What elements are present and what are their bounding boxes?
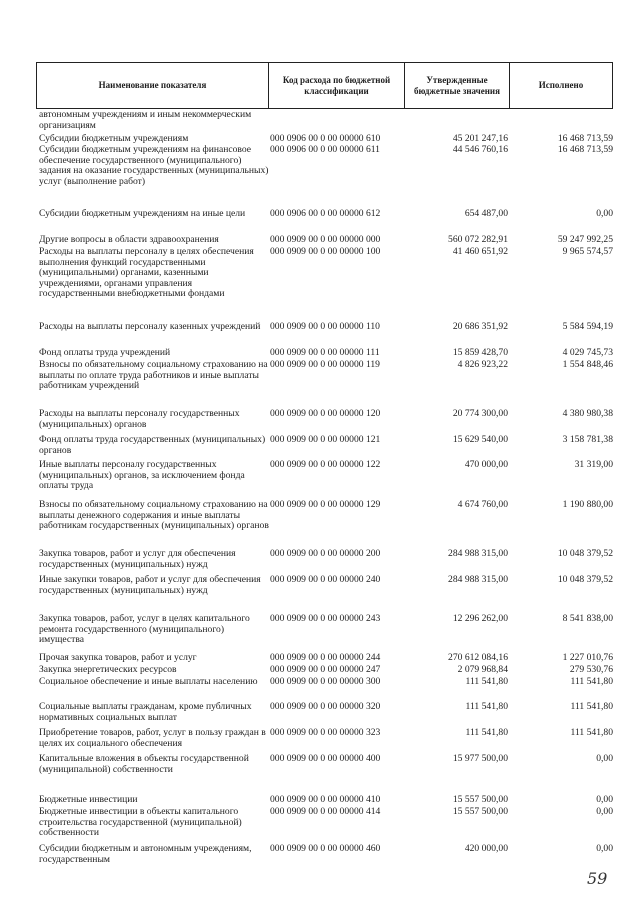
- row-code: 000 0909 00 0 00 00000 129: [270, 499, 381, 510]
- row-name: Расходы на выплаты персоналу государственных (муниципальных) органов: [39, 408, 240, 430]
- row-code: 000 0909 00 0 00 00000 400: [270, 753, 381, 764]
- row-approved-value: 111 541,80: [465, 727, 508, 738]
- row-approved-value: 654 487,00: [464, 208, 508, 219]
- row-executed-value: 10 048 379,52: [557, 548, 613, 559]
- row-name: Социальное обеспечение и иные выплаты населению: [39, 676, 258, 687]
- row-name: Капитальные вложения в объекты государственной (муниципальной) собственности: [39, 753, 249, 775]
- column-header-name: Наименование показателя: [98, 80, 207, 91]
- row-name: Социальные выплаты гражданам, кроме публичных нормативных социальных выплат: [39, 701, 252, 723]
- row-code: 000 0906 00 0 00 00000 611: [270, 144, 380, 155]
- row-code: 000 0906 00 0 00 00000 612: [270, 208, 381, 219]
- row-executed-value: 1 227 010,76: [562, 652, 613, 663]
- row-executed-value: 59 247 992,25: [557, 234, 613, 245]
- row-approved-value: 560 072 282,91: [448, 234, 508, 245]
- row-name: Субсидии бюджетным учреждениям на иные цели: [39, 208, 246, 219]
- row-name: Взносы по обязательному социальному страхованию на выплаты денежного содержания и иные выплаты работникам государственных (муниципальных) органов: [39, 499, 269, 532]
- row-approved-value: 4 674 760,00: [457, 499, 508, 510]
- row-approved-value: 284 988 315,00: [448, 548, 508, 559]
- row-executed-value: 111 541,80: [570, 676, 613, 687]
- row-executed-value: 3 158 781,38: [562, 434, 613, 445]
- row-name: Другие вопросы в области здравоохранения: [39, 234, 219, 245]
- row-approved-value: 15 977 500,00: [452, 753, 508, 764]
- row-executed-value: 8 541 838,00: [562, 613, 613, 624]
- row-executed-value: 111 541,80: [570, 701, 613, 712]
- row-approved-value: 41 460 651,92: [452, 246, 508, 257]
- row-approved-value: 45 201 247,16: [452, 133, 508, 144]
- row-name: Бюджетные инвестиции в объекты капитального строительства государственной (муниципальной) собственности: [39, 806, 242, 839]
- row-executed-value: 279 530,76: [569, 664, 613, 675]
- row-code: 000 0909 00 0 00 00000 320: [270, 701, 381, 712]
- row-name: Расходы на выплаты персоналу казенных учреждений: [39, 321, 261, 332]
- row-executed-value: 0,00: [596, 843, 613, 854]
- row-approved-value: 15 557 500,00: [452, 806, 508, 817]
- row-executed-value: 0,00: [596, 208, 613, 219]
- row-name: Фонд оплаты труда государственных (муниципальных) органов: [39, 434, 266, 456]
- row-approved-value: 12 296 262,00: [452, 613, 508, 624]
- row-code: 000 0909 00 0 00 00000 000: [270, 234, 381, 245]
- row-approved-value: 15 557 500,00: [452, 794, 508, 805]
- row-executed-value: 10 048 379,52: [557, 574, 613, 585]
- row-code: 000 0909 00 0 00 00000 414: [270, 806, 381, 817]
- row-code: 000 0909 00 0 00 00000 300: [270, 676, 381, 687]
- row-code: 000 0909 00 0 00 00000 410: [270, 794, 381, 805]
- row-executed-value: 111 541,80: [570, 727, 613, 738]
- row-approved-value: 20 774 300,00: [452, 408, 508, 419]
- row-name: Субсидии бюджетным и автономным учреждениям, государственным: [39, 843, 252, 865]
- row-name: Закупка товаров, работ и услуг для обеспечения государственных (муниципальных) нужд: [39, 548, 236, 570]
- row-approved-value: 111 541,80: [465, 701, 508, 712]
- row-approved-value: 44 546 760,16: [452, 144, 508, 155]
- row-executed-value: 9 965 574,57: [562, 246, 613, 257]
- column-header-approved: Утвержденные бюджетные значения: [414, 74, 500, 96]
- row-executed-value: 0,00: [596, 794, 613, 805]
- row-code: 000 0909 00 0 00 00000 244: [270, 652, 381, 663]
- row-approved-value: 284 988 315,00: [448, 574, 508, 585]
- row-name: Приобретение товаров, работ, услуг в пользу граждан в целях их социального обеспечения: [39, 727, 266, 749]
- row-approved-value: 4 826 923,22: [457, 359, 508, 370]
- row-executed-value: 1 190 880,00: [562, 499, 613, 510]
- row-code: 000 0909 00 0 00 00000 119: [270, 359, 380, 370]
- row-code: 000 0909 00 0 00 00000 111: [270, 347, 380, 358]
- row-executed-value: 1 554 848,46: [562, 359, 613, 370]
- row-code: 000 0906 00 0 00 00000 610: [270, 133, 381, 144]
- row-name: Прочая закупка товаров, работ и услуг: [39, 652, 197, 663]
- column-header-executed: Исполнено: [538, 80, 584, 91]
- page-number: 59: [587, 869, 608, 888]
- row-executed-value: 5 584 594,19: [562, 321, 613, 332]
- row-name: Субсидии бюджетным учреждениям на финансовое обеспечение государственного (муниципального) задания на оказание государственных (муниципальных) услуг (выполнение работ): [39, 144, 269, 187]
- row-executed-value: 4 380 980,38: [562, 408, 613, 419]
- row-executed-value: 31 319,00: [574, 459, 613, 470]
- row-name: Иные закупки товаров, работ и услуг для обеспечения государственных (муниципальных) нужд: [39, 574, 261, 596]
- row-code: 000 0909 00 0 00 00000 120: [270, 408, 381, 419]
- row-name: Взносы по обязательному социальному страхованию на выплаты по оплате труда работников и иные выплаты работникам учреждений: [39, 359, 268, 392]
- row-executed-value: 16 468 713,59: [557, 133, 613, 144]
- row-name: автономным учреждениям и иным некоммерческим организациям: [39, 109, 252, 131]
- row-approved-value: 470 000,00: [464, 459, 508, 470]
- row-code: 000 0909 00 0 00 00000 122: [270, 459, 381, 470]
- row-code: 000 0909 00 0 00 00000 110: [270, 321, 380, 332]
- row-name: Расходы на выплаты персоналу в целях обеспечения выполнения функций государственными (муниципальными) органами, казенными учреждениями, органами управления государственными внебюджетными фондами: [39, 246, 254, 300]
- row-code: 000 0909 00 0 00 00000 460: [270, 843, 381, 854]
- row-name: Иные выплаты персоналу государственных (муниципальных) органов, за исключением фонда оплаты труда: [39, 459, 245, 492]
- row-executed-value: 0,00: [596, 753, 613, 764]
- row-approved-value: 111 541,80: [465, 676, 508, 687]
- row-approved-value: 15 859 428,70: [452, 347, 508, 358]
- row-code: 000 0909 00 0 00 00000 121: [270, 434, 381, 445]
- column-header-code: Код расхода по бюджетной классификации: [282, 74, 391, 96]
- row-approved-value: 270 612 084,16: [448, 652, 508, 663]
- row-approved-value: 15 629 540,00: [452, 434, 508, 445]
- row-code: 000 0909 00 0 00 00000 200: [270, 548, 381, 559]
- row-executed-value: 16 468 713,59: [557, 144, 613, 155]
- row-approved-value: 2 079 968,84: [457, 664, 508, 675]
- row-code: 000 0909 00 0 00 00000 323: [270, 727, 381, 738]
- row-code: 000 0909 00 0 00 00000 243: [270, 613, 381, 624]
- row-approved-value: 20 686 351,92: [452, 321, 508, 332]
- row-executed-value: 4 029 745,73: [562, 347, 613, 358]
- row-name: Фонд оплаты труда учреждений: [39, 347, 171, 358]
- row-code: 000 0909 00 0 00 00000 100: [270, 246, 381, 257]
- row-code: 000 0909 00 0 00 00000 240: [270, 574, 381, 585]
- row-name: Субсидии бюджетным учреждениям: [39, 133, 189, 144]
- row-approved-value: 420 000,00: [464, 843, 508, 854]
- row-name: Закупка товаров, работ, услуг в целях капитального ремонта государственного (муниципального) имущества: [39, 613, 250, 646]
- row-executed-value: 0,00: [596, 806, 613, 817]
- row-code: 000 0909 00 0 00 00000 247: [270, 664, 381, 675]
- row-name: Бюджетные инвестиции: [39, 794, 138, 805]
- row-name: Закупка энергетических ресурсов: [39, 664, 177, 675]
